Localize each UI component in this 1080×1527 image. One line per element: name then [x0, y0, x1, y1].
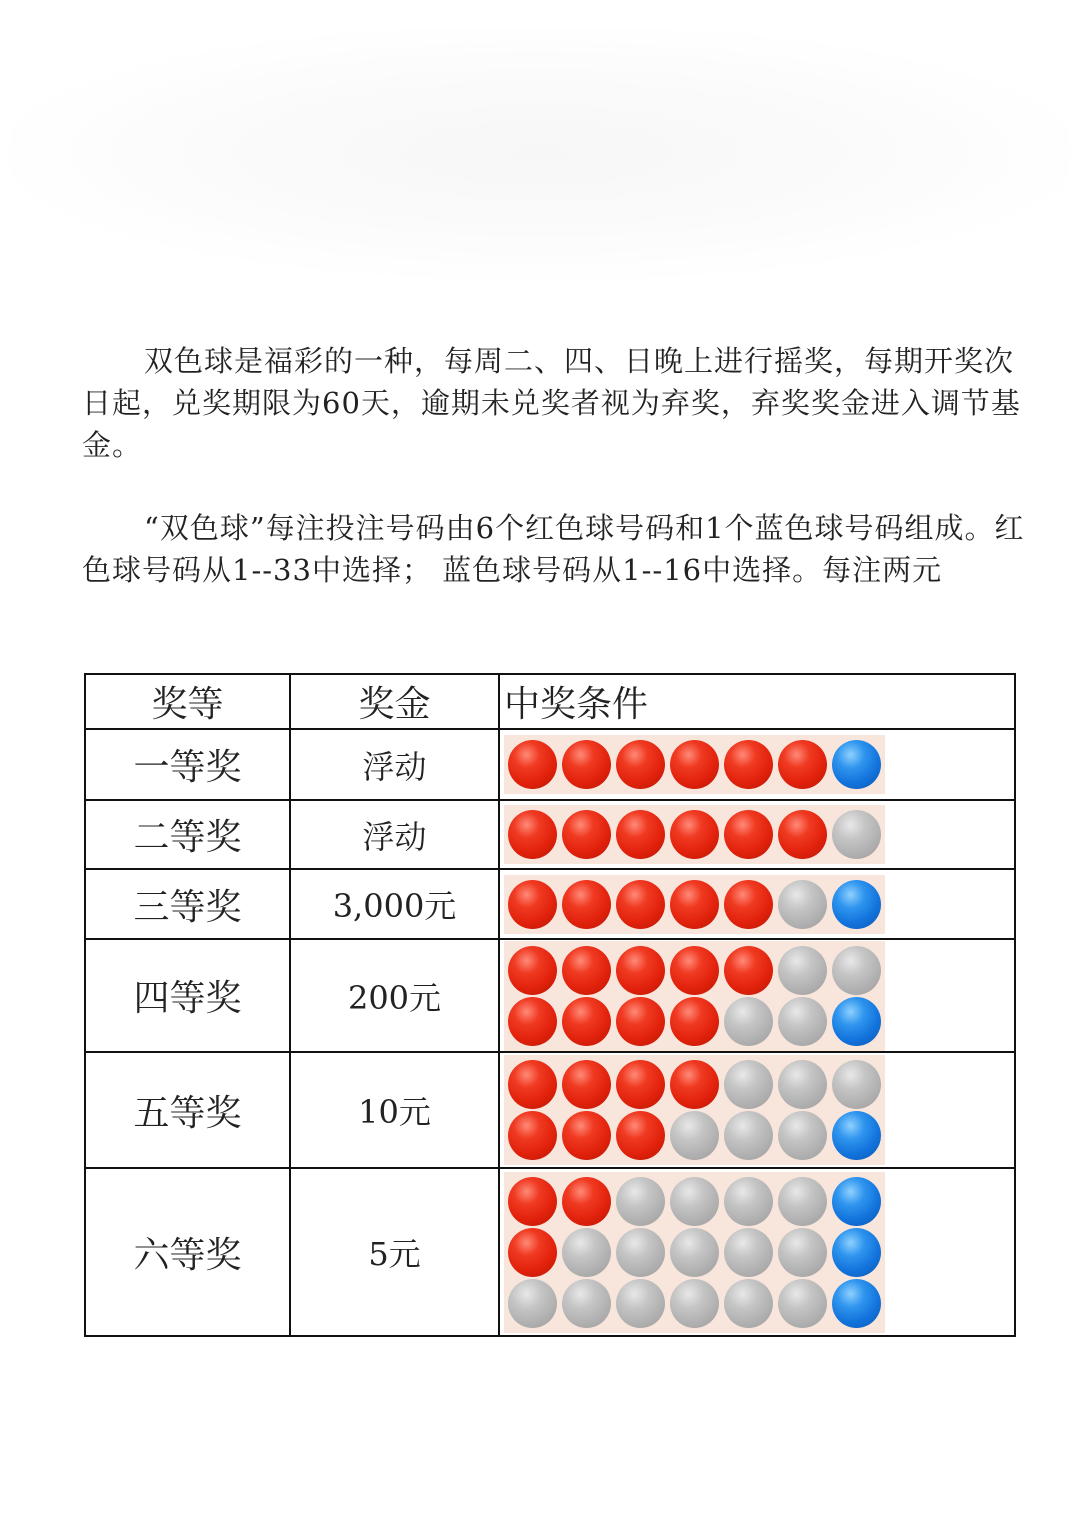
- header-prize-level: 奖等: [85, 674, 290, 729]
- ball-combination: [508, 1111, 881, 1160]
- blue-ball-icon: [832, 1228, 881, 1277]
- red-ball-icon: [670, 1060, 719, 1109]
- prize-amount: 浮动: [290, 800, 499, 869]
- red-ball-icon: [616, 1111, 665, 1160]
- gray-ball-icon: [778, 1111, 827, 1160]
- red-ball-icon: [562, 810, 611, 859]
- red-ball-icon: [616, 740, 665, 789]
- red-ball-icon: [670, 997, 719, 1046]
- ball-combination: [508, 1177, 881, 1226]
- ball-panel: [504, 875, 885, 934]
- table-row: [85, 729, 1015, 800]
- red-ball-icon: [508, 1228, 557, 1277]
- gray-ball-icon: [778, 1228, 827, 1277]
- gray-ball-icon: [724, 1177, 773, 1226]
- prize-amount: 200元: [290, 939, 499, 1052]
- red-ball-icon: [670, 810, 719, 859]
- blue-ball-icon: [832, 997, 881, 1046]
- prize-level: 三等奖: [85, 869, 290, 939]
- gray-ball-icon: [562, 1228, 611, 1277]
- red-ball-icon: [508, 997, 557, 1046]
- red-ball-icon: [616, 880, 665, 929]
- prize-level: 五等奖: [85, 1052, 290, 1168]
- table-row: [85, 800, 1015, 869]
- red-ball-icon: [670, 880, 719, 929]
- red-ball-icon: [508, 1111, 557, 1160]
- winning-condition-cell: [499, 939, 1015, 1052]
- prize-level: 四等奖: [85, 939, 290, 1052]
- ball-combination: [508, 810, 881, 859]
- ball-combination: [508, 946, 881, 995]
- red-ball-icon: [562, 1060, 611, 1109]
- prize-amount: 5元: [290, 1168, 499, 1336]
- red-ball-icon: [616, 946, 665, 995]
- red-ball-icon: [562, 1177, 611, 1226]
- ball-combination: [508, 997, 881, 1046]
- prize-table: [84, 673, 1016, 1337]
- gray-ball-icon: [724, 1111, 773, 1160]
- red-ball-icon: [616, 1060, 665, 1109]
- gray-ball-icon: [778, 997, 827, 1046]
- ball-combination: [508, 740, 881, 789]
- gray-ball-icon: [778, 1060, 827, 1109]
- gray-ball-icon: [724, 1279, 773, 1328]
- winning-condition-cell: [499, 1168, 1015, 1336]
- table-header-row: [85, 674, 1015, 729]
- gray-ball-icon: [724, 997, 773, 1046]
- header-winning-conditions: 中奖条件: [499, 674, 1015, 729]
- ball-panel: [504, 1172, 885, 1333]
- winning-condition-cell: [499, 800, 1015, 869]
- table-row: [85, 939, 1015, 1052]
- red-ball-icon: [724, 740, 773, 789]
- ball-combination: [508, 1228, 881, 1277]
- intro-paragraph-2: “双色球”每注投注号码由6个红色球号码和1个蓝色球号码组成。红色球号码从1--33中选择； 蓝色球号码从1--16中选择。每注两元: [82, 511, 1025, 587]
- gray-ball-icon: [778, 1279, 827, 1328]
- prize-amount: 10元: [290, 1052, 499, 1168]
- red-ball-icon: [778, 810, 827, 859]
- ball-combination: [508, 880, 881, 929]
- red-ball-icon: [562, 740, 611, 789]
- table-row: [85, 869, 1015, 939]
- red-ball-icon: [724, 880, 773, 929]
- prize-amount: 3,000元: [290, 869, 499, 939]
- red-ball-icon: [724, 946, 773, 995]
- red-ball-icon: [616, 997, 665, 1046]
- table-row: [85, 1052, 1015, 1168]
- gray-ball-icon: [616, 1279, 665, 1328]
- gray-ball-icon: [832, 1060, 881, 1109]
- red-ball-icon: [616, 810, 665, 859]
- ball-combination: [508, 1060, 881, 1109]
- gray-ball-icon: [670, 1279, 719, 1328]
- prize-amount: 浮动: [290, 729, 499, 800]
- gray-ball-icon: [724, 1228, 773, 1277]
- prize-level: 一等奖: [85, 729, 290, 800]
- blue-ball-icon: [832, 1177, 881, 1226]
- red-ball-icon: [508, 740, 557, 789]
- red-ball-icon: [562, 997, 611, 1046]
- gray-ball-icon: [670, 1228, 719, 1277]
- gray-ball-icon: [670, 1177, 719, 1226]
- gray-ball-icon: [832, 810, 881, 859]
- gray-ball-icon: [832, 946, 881, 995]
- red-ball-icon: [508, 1177, 557, 1226]
- gray-ball-icon: [778, 946, 827, 995]
- blue-ball-icon: [832, 880, 881, 929]
- red-ball-icon: [508, 1060, 557, 1109]
- gray-ball-icon: [778, 880, 827, 929]
- ball-panel: [504, 735, 885, 794]
- red-ball-icon: [508, 810, 557, 859]
- gray-ball-icon: [616, 1177, 665, 1226]
- blurred-header-area: [10, 28, 1070, 278]
- gray-ball-icon: [778, 1177, 827, 1226]
- red-ball-icon: [724, 810, 773, 859]
- gray-ball-icon: [562, 1279, 611, 1328]
- red-ball-icon: [562, 880, 611, 929]
- winning-condition-cell: [499, 1052, 1015, 1168]
- blue-ball-icon: [832, 1111, 881, 1160]
- gray-ball-icon: [670, 1111, 719, 1160]
- red-ball-icon: [670, 740, 719, 789]
- winning-condition-cell: [499, 869, 1015, 939]
- red-ball-icon: [670, 946, 719, 995]
- intro-paragraph-1: 双色球是福彩的一种，每周二、四、日晚上进行摇奖，每期开奖次日起，兑奖期限为60天，逾期未兑奖者视为弃奖，弃奖奖金进入调节基金。: [82, 344, 1021, 462]
- prize-level: 六等奖: [85, 1168, 290, 1336]
- ball-panel: [504, 805, 885, 864]
- prize-level: 二等奖: [85, 800, 290, 869]
- blue-ball-icon: [832, 1279, 881, 1328]
- gray-ball-icon: [616, 1228, 665, 1277]
- table-row: [85, 1168, 1015, 1336]
- red-ball-icon: [508, 880, 557, 929]
- gray-ball-icon: [724, 1060, 773, 1109]
- ball-panel: [504, 941, 885, 1051]
- header-prize-amount: 奖金: [290, 674, 499, 729]
- red-ball-icon: [778, 740, 827, 789]
- red-ball-icon: [562, 946, 611, 995]
- red-ball-icon: [562, 1111, 611, 1160]
- winning-condition-cell: [499, 729, 1015, 800]
- blue-ball-icon: [832, 740, 881, 789]
- ball-combination: [508, 1279, 881, 1328]
- gray-ball-icon: [508, 1279, 557, 1328]
- red-ball-icon: [508, 946, 557, 995]
- ball-panel: [504, 1055, 885, 1165]
